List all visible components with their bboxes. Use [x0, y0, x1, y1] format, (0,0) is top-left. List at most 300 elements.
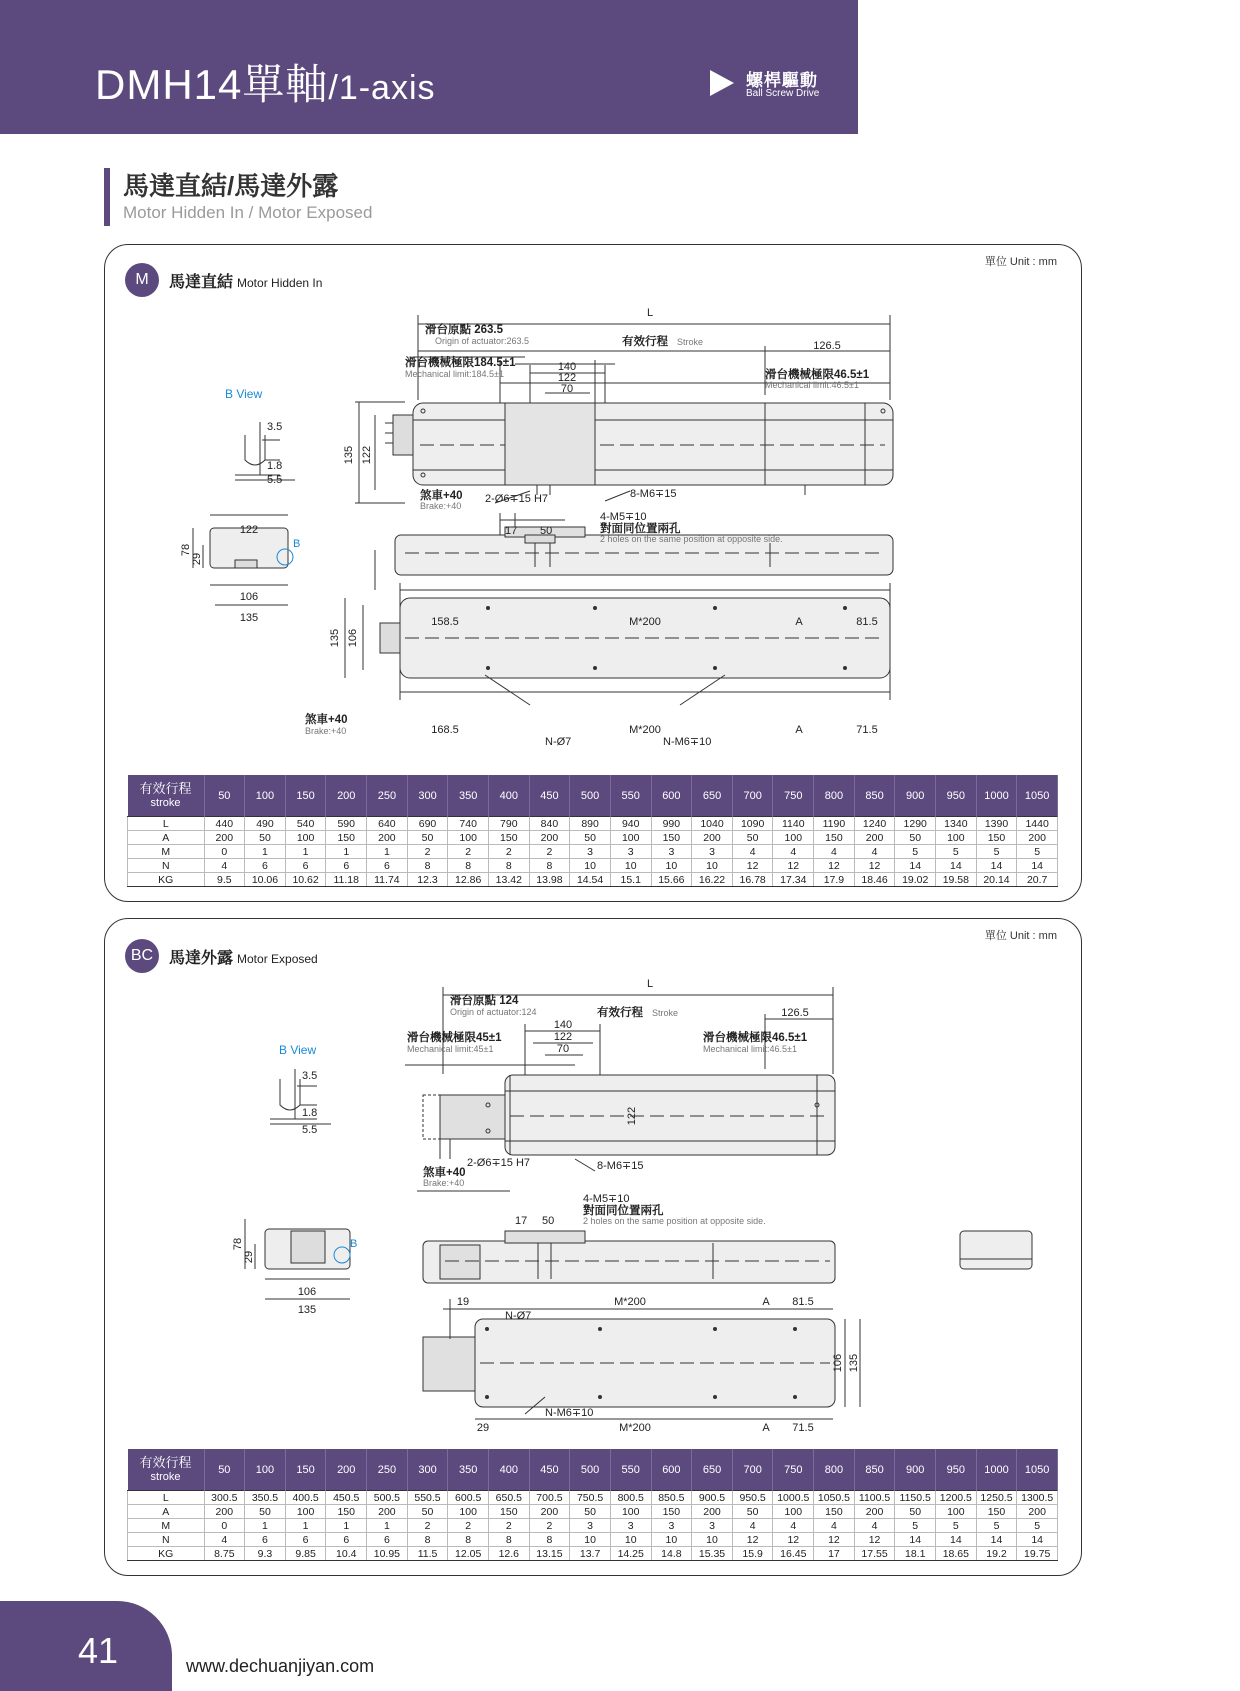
table-cell: 4	[204, 859, 245, 873]
table-cell: 990	[651, 817, 692, 831]
stroke-header-cell: 300	[407, 775, 448, 817]
table-cell: 3	[651, 845, 692, 859]
page-title: DMH14單軸/1-axis	[95, 61, 436, 108]
panel-motor-hidden-in	[104, 244, 1082, 902]
table-cell: 1	[367, 1519, 408, 1533]
table-cell: 10	[570, 1533, 611, 1547]
table-cell: 12	[814, 859, 855, 873]
table-cell: 4	[814, 845, 855, 859]
spec-table-motor-hidden-in	[127, 775, 1058, 887]
table-cell: 14	[895, 1533, 936, 1547]
plan-view	[345, 583, 890, 705]
table-cell: 200	[854, 831, 895, 845]
table-cell: 17.55	[854, 1547, 895, 1561]
m5-label: 4-M5∓10	[583, 1193, 630, 1205]
table-cell: 2	[448, 845, 489, 859]
table-cell: 50	[407, 831, 448, 845]
table-cell: 150	[651, 831, 692, 845]
table-cell: 15.66	[651, 873, 692, 887]
mech-right-cn: 滑台機械極限46.5±1	[765, 369, 870, 381]
plan-29: 29	[476, 1422, 490, 1434]
origin-cn: 滑台原點 124	[450, 995, 519, 1007]
table-cell: 150	[326, 1505, 367, 1519]
origin-cn: 滑台原點 263.5	[425, 324, 503, 336]
table-cell: 18.65	[936, 1547, 977, 1561]
table-cell: 5	[895, 1519, 936, 1533]
plan-nm6: N-M6∓10	[545, 1407, 594, 1419]
height-122: 122	[361, 445, 373, 465]
table-cell: 13.42	[488, 873, 529, 887]
table-cell: 16.78	[732, 873, 773, 887]
section-title-en: Motor Hidden In / Motor Exposed	[123, 203, 373, 222]
table-cell: 50	[407, 1505, 448, 1519]
end-135: 135	[239, 612, 259, 624]
table-cell: 100	[448, 831, 489, 845]
table-cell: 1300.5	[1017, 1491, 1058, 1505]
table-cell: 19.2	[976, 1547, 1017, 1561]
table-cell: 1190	[814, 817, 855, 831]
plan-h106: 106	[347, 628, 359, 648]
table-cell: 400.5	[285, 1491, 326, 1505]
table-cell: 14.25	[610, 1547, 651, 1561]
b-dim-5-5: 5.5	[267, 474, 283, 486]
table-cell: 1440	[1017, 817, 1058, 831]
table-cell: 4	[814, 1519, 855, 1533]
brake-cn: 煞車+40	[420, 490, 463, 502]
table-cell: 10.06	[245, 873, 286, 887]
stroke-header-cell: 350	[448, 775, 489, 817]
table-cell: 200	[204, 1505, 245, 1519]
table-cell: 18.46	[854, 873, 895, 887]
table-cell: 100	[610, 1505, 651, 1519]
plan-81-5: 81.5	[856, 616, 878, 628]
table-cell: 1040	[692, 817, 733, 831]
stroke-header-cell: 400	[488, 775, 529, 817]
header-band	[0, 0, 858, 134]
table-cell: 5	[895, 845, 936, 859]
table-row	[128, 1519, 1058, 1533]
opp-en: 2 holes on the same position at opposite side.	[583, 1216, 766, 1226]
row-label: N	[128, 1533, 205, 1547]
table-cell: 590	[326, 817, 367, 831]
table-cell: 14.54	[570, 873, 611, 887]
stroke-header-cell: 200	[326, 775, 367, 817]
table-cell: 640	[367, 817, 408, 831]
end-135: 135	[297, 1304, 317, 1316]
footer-url[interactable]: www.dechuanjiyan.com	[186, 1656, 375, 1676]
stroke-header-cell: 900	[895, 1449, 936, 1491]
height-122: 122	[626, 1106, 638, 1126]
table-cell: 900.5	[692, 1491, 733, 1505]
table-cell: 15.1	[610, 873, 651, 887]
stroke-header-cell: 250	[367, 1449, 408, 1491]
table-cell: 8	[448, 859, 489, 873]
table-cell: 12	[854, 859, 895, 873]
table-cell: 8	[488, 1533, 529, 1547]
table-cell: 8	[407, 1533, 448, 1547]
table-cell: 4	[204, 1533, 245, 1547]
unit-label: 單位 Unit : mm	[984, 930, 1057, 942]
table-cell: 100	[773, 831, 814, 845]
table-cell: 150	[814, 831, 855, 845]
stroke-header-cell: 50	[204, 1449, 245, 1491]
table-cell: 4	[732, 1519, 773, 1533]
table-cell: 14	[936, 1533, 977, 1547]
stroke-header-cell: 650	[692, 775, 733, 817]
stroke-header-cell: 150	[285, 1449, 326, 1491]
end-b: B	[350, 1238, 358, 1250]
stroke-header-cell: 100	[245, 775, 286, 817]
opp-en: 2 holes on the same position at opposite side.	[600, 534, 783, 544]
play-triangle-icon	[710, 70, 734, 96]
table-row	[128, 817, 1058, 831]
table-cell: 8	[407, 859, 448, 873]
table-cell: 2	[488, 845, 529, 859]
table-cell: 50	[895, 1505, 936, 1519]
stroke-header-cell: 800	[814, 1449, 855, 1491]
table-cell: 18.1	[895, 1547, 936, 1561]
side-view-body	[417, 1075, 835, 1191]
table-header-row	[128, 775, 1058, 817]
table-cell: 16.45	[773, 1547, 814, 1561]
table-cell: 1290	[895, 817, 936, 831]
plan-a-top: A	[795, 616, 803, 628]
dim-70: 70	[556, 1043, 570, 1055]
plan-h135: 135	[848, 1353, 860, 1373]
table-cell: 8	[448, 1533, 489, 1547]
table-cell: 6	[326, 859, 367, 873]
mech-left-en: Mechanical limit:184.5±1	[405, 369, 504, 379]
table-cell: 2	[407, 1519, 448, 1533]
table-cell: 14.8	[651, 1547, 692, 1561]
header-stroke: 有效行程 stroke	[128, 1449, 205, 1491]
table-cell: 12.3	[407, 873, 448, 887]
table-cell: 200	[529, 831, 570, 845]
table-row	[128, 1533, 1058, 1547]
opp-cn: 對面同位置兩孔	[600, 523, 681, 535]
unit-label: 單位 Unit : mm	[984, 256, 1057, 268]
table-cell: 150	[976, 831, 1017, 845]
plan-view	[423, 1299, 860, 1419]
table-cell: 800.5	[610, 1491, 651, 1505]
stroke-header-cell: 600	[651, 775, 692, 817]
table-cell: 1390	[976, 817, 1017, 831]
table-cell: 3	[651, 1519, 692, 1533]
dim-50: 50	[540, 525, 553, 537]
table-cell: 5	[976, 845, 1017, 859]
stroke-header-cell: 150	[285, 775, 326, 817]
table-cell: 6	[326, 1533, 367, 1547]
table-cell: 1200.5	[936, 1491, 977, 1505]
plan-71-5: 71.5	[792, 1422, 814, 1434]
stroke-header-cell: 700	[732, 775, 773, 817]
stroke-header-cell: 1000	[976, 775, 1017, 817]
table-cell: 10.4	[326, 1547, 367, 1561]
table-cell: 650.5	[488, 1491, 529, 1505]
table-cell: 200	[1017, 1505, 1058, 1519]
table-cell: 540	[285, 817, 326, 831]
table-cell: 1	[326, 1519, 367, 1533]
drive-type-cn: 螺桿驅動	[746, 71, 818, 90]
table-cell: 550.5	[407, 1491, 448, 1505]
panel-title: 馬達直結 Motor Hidden In	[169, 274, 323, 291]
stroke-header-cell: 650	[692, 1449, 733, 1491]
plan-nm6: N-M6∓10	[663, 736, 712, 748]
stroke-header-cell: 800	[814, 775, 855, 817]
table-cell: 1150.5	[895, 1491, 936, 1505]
b-dim-3-5: 3.5	[267, 421, 283, 433]
table-cell: 2	[488, 1519, 529, 1533]
table-cell: 6	[285, 1533, 326, 1547]
brake-en: Brake:+40	[420, 501, 462, 511]
table-cell: 1	[326, 845, 367, 859]
table-cell: 6	[367, 1533, 408, 1547]
table-cell: 2	[448, 1519, 489, 1533]
table-cell: 12.6	[488, 1547, 529, 1561]
dim-L: L	[646, 307, 654, 319]
badge-bc: BC	[125, 939, 159, 973]
stroke-header-cell: 550	[610, 1449, 651, 1491]
table-cell: 200	[854, 1505, 895, 1519]
drawing-motor-exposed	[105, 919, 1081, 1449]
table-cell: 14	[1017, 1533, 1058, 1547]
table-cell: 10.62	[285, 873, 326, 887]
stroke-header-cell: 300	[407, 1449, 448, 1491]
stroke-header-cell: 750	[773, 775, 814, 817]
mech-left-cn: 滑台機械極限45±1	[407, 1032, 502, 1044]
table-row	[128, 831, 1058, 845]
table-cell: 100	[448, 1505, 489, 1519]
table-cell: 10	[610, 1533, 651, 1547]
row-label: N	[128, 859, 205, 873]
row-label: L	[128, 1491, 205, 1505]
table-row	[128, 859, 1058, 873]
mech-right-en: Mechanical limit:46.5±1	[765, 380, 859, 390]
stroke-header-cell: 50	[204, 775, 245, 817]
table-cell: 1	[367, 845, 408, 859]
brake-en: Brake:+40	[423, 1178, 465, 1188]
drawing-motor-hidden-in	[105, 245, 1081, 775]
table-cell: 13.15	[529, 1547, 570, 1561]
table-row	[128, 873, 1058, 887]
dim-126-5: 126.5	[781, 1007, 809, 1019]
side-view-body	[355, 402, 893, 503]
table-cell: 6	[245, 1533, 286, 1547]
table-cell: 4	[854, 1519, 895, 1533]
b-view	[270, 1069, 331, 1124]
stroke-header-cell: 750	[773, 1449, 814, 1491]
row-label: M	[128, 1519, 205, 1533]
b-view-label: B View	[225, 387, 263, 401]
b-dim-1-8: 1.8	[267, 460, 283, 472]
table-cell: 4	[773, 1519, 814, 1533]
plan-19: 19	[456, 1296, 470, 1308]
table-cell: 100	[285, 1505, 326, 1519]
table-cell: 1050.5	[814, 1491, 855, 1505]
table-cell: 12	[814, 1533, 855, 1547]
table-cell: 2	[407, 845, 448, 859]
table-cell: 150	[326, 831, 367, 845]
row-label: A	[128, 1505, 205, 1519]
table-cell: 12	[732, 859, 773, 873]
table-cell: 50	[570, 1505, 611, 1519]
table-cell: 10	[651, 1533, 692, 1547]
table-cell: 1090	[732, 817, 773, 831]
table-cell: 0	[204, 845, 245, 859]
table-cell: 700.5	[529, 1491, 570, 1505]
table-cell: 1	[245, 845, 286, 859]
panel-title: 馬達外露 Motor Exposed	[169, 950, 318, 967]
table-cell: 9.85	[285, 1547, 326, 1561]
table-cell: 5	[1017, 1519, 1058, 1533]
table-cell: 12	[773, 1533, 814, 1547]
dim-126-5: 126.5	[813, 340, 841, 352]
table-header-row	[128, 1449, 1058, 1491]
table-cell: 9.5	[204, 873, 245, 887]
table-cell: 10.95	[367, 1547, 408, 1561]
table-cell: 740	[448, 817, 489, 831]
table-cell: 17.34	[773, 873, 814, 887]
table-cell: 100	[610, 831, 651, 845]
page-number: 41	[78, 1630, 119, 1671]
table-cell: 50	[732, 1505, 773, 1519]
plan-71-5: 71.5	[856, 724, 878, 736]
end-29: 29	[191, 552, 203, 566]
table-cell: 100	[936, 1505, 977, 1519]
stroke-header-cell: 500	[570, 775, 611, 817]
plan-m200-top: M*200	[614, 1296, 646, 1308]
brake-cn: 煞車+40	[423, 1167, 466, 1179]
m6-label: 8-M6∓15	[630, 488, 677, 500]
b-dim-3-5: 3.5	[302, 1070, 318, 1082]
stroke-header-cell: 850	[854, 1449, 895, 1491]
table-cell: 3	[570, 1519, 611, 1533]
table-cell: 600.5	[448, 1491, 489, 1505]
stroke-header-cell: 400	[488, 1449, 529, 1491]
row-label: KG	[128, 1547, 205, 1561]
table-cell: 14	[976, 859, 1017, 873]
table-cell: 200	[692, 1505, 733, 1519]
table-cell: 10	[692, 1533, 733, 1547]
table-cell: 300.5	[204, 1491, 245, 1505]
table-cell: 14	[976, 1533, 1017, 1547]
table-cell: 100	[773, 1505, 814, 1519]
drive-type-en: Ball Screw Drive	[746, 88, 820, 99]
b-view	[235, 422, 295, 480]
plan-a-top: A	[762, 1296, 770, 1308]
table-cell: 6	[285, 859, 326, 873]
plan-a-bottom: A	[762, 1422, 770, 1434]
table-cell: 50	[245, 831, 286, 845]
mech-right-cn: 滑台機械極限46.5±1	[703, 1032, 808, 1044]
stroke-cn: 有效行程	[597, 1007, 643, 1019]
table-cell: 50	[895, 831, 936, 845]
plan-brake-en: Brake:+40	[305, 726, 347, 736]
plan-brake-cn: 煞車+40	[305, 714, 348, 726]
plan-n7: N-Ø7	[505, 1310, 532, 1322]
stroke-header-cell: 200	[326, 1449, 367, 1491]
table-cell: 1240	[854, 817, 895, 831]
table-cell: 150	[814, 1505, 855, 1519]
pin-label: 2-Ø6∓15 H7	[485, 493, 549, 505]
table-cell: 3	[692, 845, 733, 859]
table-cell: 200	[692, 831, 733, 845]
table-cell: 3	[610, 1519, 651, 1533]
table-cell: 1	[285, 1519, 326, 1533]
row-label: L	[128, 817, 205, 831]
stroke-header-cell: 250	[367, 775, 408, 817]
pin-label: 2-Ø6∓15 H7	[467, 1157, 531, 1169]
table-cell: 20.7	[1017, 873, 1058, 887]
dim-122: 122	[553, 1031, 573, 1043]
end-106: 106	[297, 1286, 317, 1298]
table-cell: 50	[570, 831, 611, 845]
table-cell: 840	[529, 817, 570, 831]
stroke-header-cell: 450	[529, 1449, 570, 1491]
table-cell: 1140	[773, 817, 814, 831]
stroke-header-cell: 450	[529, 775, 570, 817]
table-cell: 13.98	[529, 873, 570, 887]
table-cell: 10	[610, 859, 651, 873]
panel-motor-exposed	[104, 918, 1082, 1576]
table-cell: 8	[529, 1533, 570, 1547]
opp-cn: 對面同位置兩孔	[583, 1205, 664, 1217]
table-cell: 750.5	[570, 1491, 611, 1505]
stroke-header-cell: 350	[448, 1449, 489, 1491]
plan-n7: N-Ø7	[545, 736, 572, 748]
mech-left-en: Mechanical limit:45±1	[407, 1044, 494, 1054]
end-view-right	[960, 1231, 1032, 1269]
origin-en: Origin of actuator:124	[450, 1007, 537, 1017]
row-label: KG	[128, 873, 205, 887]
end-106: 106	[239, 591, 259, 603]
table-cell: 13.7	[570, 1547, 611, 1561]
table-cell: 14	[895, 859, 936, 873]
table-cell: 1	[285, 845, 326, 859]
plan-h135: 135	[329, 628, 341, 648]
b-dim-5-5: 5.5	[302, 1124, 318, 1136]
mech-left-cn: 滑台機械極限184.5±1	[405, 357, 516, 369]
stroke-header-cell: 1000	[976, 1449, 1017, 1491]
table-row	[128, 1491, 1058, 1505]
stroke-header-cell: 950	[936, 775, 977, 817]
table-cell: 10	[651, 859, 692, 873]
badge-m: M	[125, 263, 159, 297]
dim-50: 50	[542, 1215, 555, 1227]
table-cell: 3	[570, 845, 611, 859]
table-cell: 1250.5	[976, 1491, 1017, 1505]
table-cell: 500.5	[367, 1491, 408, 1505]
table-cell: 50	[732, 831, 773, 845]
table-row	[128, 1505, 1058, 1519]
dim-17: 17	[515, 1215, 528, 1227]
end-122: 122	[239, 524, 259, 536]
stroke-cn: 有效行程	[622, 336, 668, 348]
height-135: 135	[343, 445, 355, 465]
table-cell: 4	[854, 845, 895, 859]
table-cell: 100	[936, 831, 977, 845]
table-cell: 200	[204, 831, 245, 845]
table-cell: 690	[407, 817, 448, 831]
table-cell: 890	[570, 817, 611, 831]
table-cell: 12	[854, 1533, 895, 1547]
end-78: 78	[232, 1237, 244, 1251]
table-cell: 15.9	[732, 1547, 773, 1561]
table-cell: 8.75	[204, 1547, 245, 1561]
table-cell: 11.18	[326, 873, 367, 887]
row-label: M	[128, 845, 205, 859]
end-b: B	[293, 538, 301, 550]
